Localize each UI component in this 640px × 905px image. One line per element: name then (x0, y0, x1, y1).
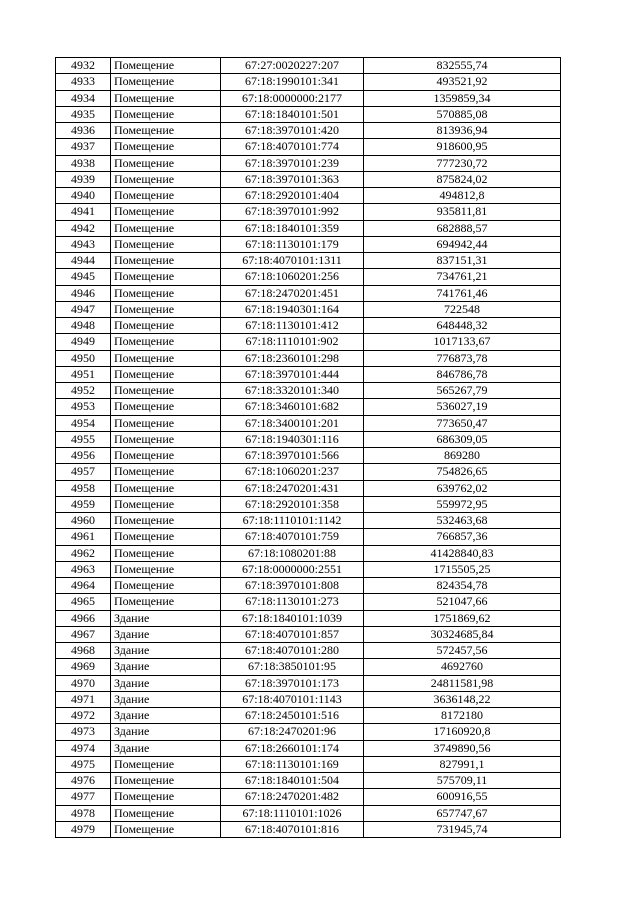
cadastral-value-cell: 741761,46 (364, 285, 561, 301)
object-type-cell: Помещение (111, 464, 221, 480)
table-row (56, 431, 561, 447)
cadastral-value-cell: 734761,21 (364, 269, 561, 285)
cadastral-number-cell: 67:18:2360101:298 (221, 350, 364, 366)
object-type-cell: Помещение (111, 773, 221, 789)
cadastral-value-cell: 648448,32 (364, 318, 561, 334)
object-type-cell: Помещение (111, 756, 221, 772)
table-row (56, 561, 561, 577)
row-number-cell: 4946 (56, 285, 111, 301)
row-number-cell: 4978 (56, 805, 111, 821)
cadastral-number-cell: 67:18:0000000:2177 (221, 90, 364, 106)
cadastral-value-cell: 1359859,34 (364, 90, 561, 106)
row-number-cell: 4945 (56, 269, 111, 285)
row-number-cell: 4975 (56, 756, 111, 772)
cadastral-number-cell: 67:18:2450101:516 (221, 708, 364, 724)
cadastral-value-cell: 24811581,98 (364, 675, 561, 691)
cadastral-value-cell: 875824,02 (364, 171, 561, 187)
table-row (56, 496, 561, 512)
cadastral-number-cell: 67:18:2470201:451 (221, 285, 364, 301)
cadastral-number-cell: 67:18:3970101:363 (221, 171, 364, 187)
table-row (56, 269, 561, 285)
object-type-cell: Помещение (111, 431, 221, 447)
cadastral-value-cell: 813936,94 (364, 123, 561, 139)
cadastral-number-cell: 67:18:1130101:412 (221, 318, 364, 334)
cadastral-number-cell: 67:18:3850101:95 (221, 659, 364, 675)
table-row (56, 220, 561, 236)
table-row (56, 724, 561, 740)
table-row (56, 204, 561, 220)
object-type-cell: Здание (111, 675, 221, 691)
table-row (56, 773, 561, 789)
table-row (56, 691, 561, 707)
cadastral-value-cell: 536027,19 (364, 399, 561, 415)
row-number-cell: 4950 (56, 350, 111, 366)
cadastral-value-cell: 570885,08 (364, 106, 561, 122)
table-row (56, 366, 561, 382)
cadastral-number-cell: 67:18:4070101:774 (221, 139, 364, 155)
object-type-cell: Помещение (111, 58, 221, 74)
cadastral-value-cell: 777230,72 (364, 155, 561, 171)
cadastral-number-cell: 67:18:4070101:857 (221, 626, 364, 642)
cadastral-value-cell: 572457,56 (364, 643, 561, 659)
table-row (56, 448, 561, 464)
row-number-cell: 4936 (56, 123, 111, 139)
row-number-cell: 4958 (56, 480, 111, 496)
cadastral-number-cell: 67:18:1080201:88 (221, 545, 364, 561)
object-type-cell: Здание (111, 740, 221, 756)
table-row (56, 594, 561, 610)
object-type-cell: Помещение (111, 171, 221, 187)
object-type-cell: Здание (111, 708, 221, 724)
cadastral-number-cell: 67:18:1110101:902 (221, 334, 364, 350)
table-row (56, 821, 561, 837)
cadastral-value-cell: 494812,8 (364, 188, 561, 204)
table-row (56, 415, 561, 431)
object-type-cell: Помещение (111, 220, 221, 236)
object-type-cell: Помещение (111, 399, 221, 415)
object-type-cell: Помещение (111, 578, 221, 594)
row-number-cell: 4933 (56, 74, 111, 90)
cadastral-value-cell: 754826,65 (364, 464, 561, 480)
cadastral-value-cell: 832555,74 (364, 58, 561, 74)
cadastral-value-cell: 1715505,25 (364, 561, 561, 577)
cadastral-number-cell: 67:18:4070101:1143 (221, 691, 364, 707)
cadastral-number-cell: 67:18:2470201:431 (221, 480, 364, 496)
cadastral-number-cell: 67:18:1840101:501 (221, 106, 364, 122)
row-number-cell: 4976 (56, 773, 111, 789)
row-number-cell: 4971 (56, 691, 111, 707)
object-type-cell: Помещение (111, 448, 221, 464)
object-type-cell: Помещение (111, 334, 221, 350)
table-row (56, 626, 561, 642)
row-number-cell: 4974 (56, 740, 111, 756)
object-type-cell: Здание (111, 659, 221, 675)
object-type-cell: Помещение (111, 236, 221, 252)
row-number-cell: 4963 (56, 561, 111, 577)
object-type-cell: Помещение (111, 188, 221, 204)
table-row (56, 350, 561, 366)
row-number-cell: 4947 (56, 301, 111, 317)
row-number-cell: 4960 (56, 513, 111, 529)
object-type-cell: Здание (111, 691, 221, 707)
table-row (56, 155, 561, 171)
cadastral-value-cell: 722548 (364, 301, 561, 317)
cadastral-value-cell: 776873,78 (364, 350, 561, 366)
cadastral-number-cell: 67:18:3970101:239 (221, 155, 364, 171)
cadastral-value-cell: 3636148,22 (364, 691, 561, 707)
row-number-cell: 4968 (56, 643, 111, 659)
cadastral-value-cell: 846786,78 (364, 366, 561, 382)
object-type-cell: Помещение (111, 74, 221, 90)
row-number-cell: 4941 (56, 204, 111, 220)
object-type-cell: Помещение (111, 594, 221, 610)
cadastral-number-cell: 67:18:1940301:164 (221, 301, 364, 317)
row-number-cell: 4966 (56, 610, 111, 626)
object-type-cell: Здание (111, 724, 221, 740)
row-number-cell: 4977 (56, 789, 111, 805)
cadastral-value-cell: 30324685,84 (364, 626, 561, 642)
row-number-cell: 4943 (56, 236, 111, 252)
cadastral-value-cell: 532463,68 (364, 513, 561, 529)
cadastral-value-cell: 575709,11 (364, 773, 561, 789)
table-row (56, 236, 561, 252)
row-number-cell: 4935 (56, 106, 111, 122)
cadastral-value-cell: 600916,55 (364, 789, 561, 805)
cadastral-value-cell: 766857,36 (364, 529, 561, 545)
cadastral-value-cell: 565267,79 (364, 383, 561, 399)
cadastral-value-cell: 1751869,62 (364, 610, 561, 626)
table-row (56, 545, 561, 561)
cadastral-number-cell: 67:18:2920101:358 (221, 496, 364, 512)
cadastral-number-cell: 67:18:1130101:179 (221, 236, 364, 252)
cadastral-number-cell: 67:18:3320101:340 (221, 383, 364, 399)
cadastral-value-cell: 918600,95 (364, 139, 561, 155)
row-number-cell: 4979 (56, 821, 111, 837)
object-type-cell: Помещение (111, 383, 221, 399)
table-row (56, 139, 561, 155)
cadastral-value-cell: 493521,92 (364, 74, 561, 90)
cadastral-number-cell: 67:18:1990101:341 (221, 74, 364, 90)
table-row (56, 399, 561, 415)
table-row (56, 756, 561, 772)
table-row (56, 480, 561, 496)
cadastral-value-cell: 869280 (364, 448, 561, 464)
row-number-cell: 4955 (56, 431, 111, 447)
cadastral-number-cell: 67:18:1130101:169 (221, 756, 364, 772)
object-type-cell: Здание (111, 626, 221, 642)
object-type-cell: Помещение (111, 285, 221, 301)
cadastral-value-cell: 521047,66 (364, 594, 561, 610)
table-row (56, 529, 561, 545)
cadastral-number-cell: 67:18:1060201:256 (221, 269, 364, 285)
table-row (56, 708, 561, 724)
cadastral-number-cell: 67:18:3970101:992 (221, 204, 364, 220)
object-type-cell: Помещение (111, 90, 221, 106)
table-row (56, 513, 561, 529)
table-row (56, 383, 561, 399)
row-number-cell: 4964 (56, 578, 111, 594)
cadastral-number-cell: 67:18:3970101:566 (221, 448, 364, 464)
row-number-cell: 4961 (56, 529, 111, 545)
object-type-cell: Помещение (111, 253, 221, 269)
object-type-cell: Помещение (111, 269, 221, 285)
row-number-cell: 4954 (56, 415, 111, 431)
cadastral-number-cell: 67:18:4070101:1311 (221, 253, 364, 269)
cadastral-value-cell: 731945,74 (364, 821, 561, 837)
cadastral-value-cell: 3749890,56 (364, 740, 561, 756)
cadastral-value-table (55, 57, 561, 838)
cadastral-number-cell: 67:18:0000000:2551 (221, 561, 364, 577)
table-row (56, 171, 561, 187)
table-row (56, 610, 561, 626)
cadastral-value-cell: 837151,31 (364, 253, 561, 269)
object-type-cell: Помещение (111, 123, 221, 139)
cadastral-number-cell: 67:18:1130101:273 (221, 594, 364, 610)
cadastral-number-cell: 67:18:4070101:759 (221, 529, 364, 545)
object-type-cell: Помещение (111, 366, 221, 382)
row-number-cell: 4973 (56, 724, 111, 740)
table-row (56, 106, 561, 122)
cadastral-value-cell: 694942,44 (364, 236, 561, 252)
object-type-cell: Помещение (111, 513, 221, 529)
row-number-cell: 4942 (56, 220, 111, 236)
row-number-cell: 4962 (56, 545, 111, 561)
object-type-cell: Помещение (111, 415, 221, 431)
object-type-cell: Помещение (111, 561, 221, 577)
cadastral-number-cell: 67:18:3970101:444 (221, 366, 364, 382)
object-type-cell: Помещение (111, 496, 221, 512)
cadastral-number-cell: 67:18:2920101:404 (221, 188, 364, 204)
object-type-cell: Помещение (111, 301, 221, 317)
table-row (56, 675, 561, 691)
cadastral-number-cell: 67:18:2660101:174 (221, 740, 364, 756)
object-type-cell: Помещение (111, 545, 221, 561)
cadastral-number-cell: 67:18:3970101:808 (221, 578, 364, 594)
cadastral-value-cell: 4692760 (364, 659, 561, 675)
cadastral-value-cell: 682888,57 (364, 220, 561, 236)
table-row (56, 301, 561, 317)
cadastral-value-cell: 824354,78 (364, 578, 561, 594)
table-row (56, 578, 561, 594)
table-row (56, 58, 561, 74)
cadastral-number-cell: 67:18:3400101:201 (221, 415, 364, 431)
table-row (56, 90, 561, 106)
row-number-cell: 4972 (56, 708, 111, 724)
cadastral-value-cell: 827991,1 (364, 756, 561, 772)
row-number-cell: 4932 (56, 58, 111, 74)
row-number-cell: 4949 (56, 334, 111, 350)
cadastral-number-cell: 67:18:3970101:173 (221, 675, 364, 691)
cadastral-value-cell: 8172180 (364, 708, 561, 724)
row-number-cell: 4952 (56, 383, 111, 399)
row-number-cell: 4940 (56, 188, 111, 204)
object-type-cell: Помещение (111, 318, 221, 334)
table-row (56, 659, 561, 675)
row-number-cell: 4951 (56, 366, 111, 382)
row-number-cell: 4965 (56, 594, 111, 610)
cadastral-value-cell: 657747,67 (364, 805, 561, 821)
table-row (56, 188, 561, 204)
cadastral-number-cell: 67:18:3970101:420 (221, 123, 364, 139)
object-type-cell: Помещение (111, 155, 221, 171)
object-type-cell: Помещение (111, 821, 221, 837)
object-type-cell: Помещение (111, 139, 221, 155)
object-type-cell: Помещение (111, 350, 221, 366)
table-row (56, 123, 561, 139)
row-number-cell: 4938 (56, 155, 111, 171)
table-row (56, 253, 561, 269)
object-type-cell: Помещение (111, 529, 221, 545)
row-number-cell: 4967 (56, 626, 111, 642)
table-row (56, 805, 561, 821)
table-row (56, 74, 561, 90)
cadastral-value-cell: 639762,02 (364, 480, 561, 496)
cadastral-value-cell: 1017133,67 (364, 334, 561, 350)
table-row (56, 334, 561, 350)
row-number-cell: 4953 (56, 399, 111, 415)
object-type-cell: Помещение (111, 106, 221, 122)
object-type-cell: Здание (111, 610, 221, 626)
row-number-cell: 4959 (56, 496, 111, 512)
table-row (56, 318, 561, 334)
row-number-cell: 4970 (56, 675, 111, 691)
object-type-cell: Помещение (111, 805, 221, 821)
cadastral-number-cell: 67:18:1840101:1039 (221, 610, 364, 626)
cadastral-value-cell: 773650,47 (364, 415, 561, 431)
cadastral-number-cell: 67:27:0020227:207 (221, 58, 364, 74)
row-number-cell: 4937 (56, 139, 111, 155)
object-type-cell: Здание (111, 643, 221, 659)
cadastral-value-cell: 686309,05 (364, 431, 561, 447)
table-row (56, 643, 561, 659)
object-type-cell: Помещение (111, 204, 221, 220)
row-number-cell: 4956 (56, 448, 111, 464)
table-row (56, 789, 561, 805)
cadastral-number-cell: 67:18:3460101:682 (221, 399, 364, 415)
row-number-cell: 4939 (56, 171, 111, 187)
table-row (56, 285, 561, 301)
table-row (56, 464, 561, 480)
cadastral-value-cell: 41428840,83 (364, 545, 561, 561)
cadastral-number-cell: 67:18:1060201:237 (221, 464, 364, 480)
cadastral-number-cell: 67:18:4070101:816 (221, 821, 364, 837)
row-number-cell: 4944 (56, 253, 111, 269)
object-type-cell: Помещение (111, 789, 221, 805)
cadastral-number-cell: 67:18:1840101:359 (221, 220, 364, 236)
row-number-cell: 4969 (56, 659, 111, 675)
cadastral-value-cell: 935811,81 (364, 204, 561, 220)
table-row (56, 740, 561, 756)
cadastral-number-cell: 67:18:2470201:482 (221, 789, 364, 805)
cadastral-number-cell: 67:18:2470201:96 (221, 724, 364, 740)
cadastral-number-cell: 67:18:1840101:504 (221, 773, 364, 789)
cadastral-number-cell: 67:18:4070101:280 (221, 643, 364, 659)
table-body (56, 58, 561, 838)
cadastral-number-cell: 67:18:1110101:1142 (221, 513, 364, 529)
row-number-cell: 4948 (56, 318, 111, 334)
cadastral-number-cell: 67:18:1110101:1026 (221, 805, 364, 821)
row-number-cell: 4957 (56, 464, 111, 480)
cadastral-value-cell: 559972,95 (364, 496, 561, 512)
row-number-cell: 4934 (56, 90, 111, 106)
cadastral-number-cell: 67:18:1940301:116 (221, 431, 364, 447)
object-type-cell: Помещение (111, 480, 221, 496)
cadastral-value-cell: 17160920,8 (364, 724, 561, 740)
